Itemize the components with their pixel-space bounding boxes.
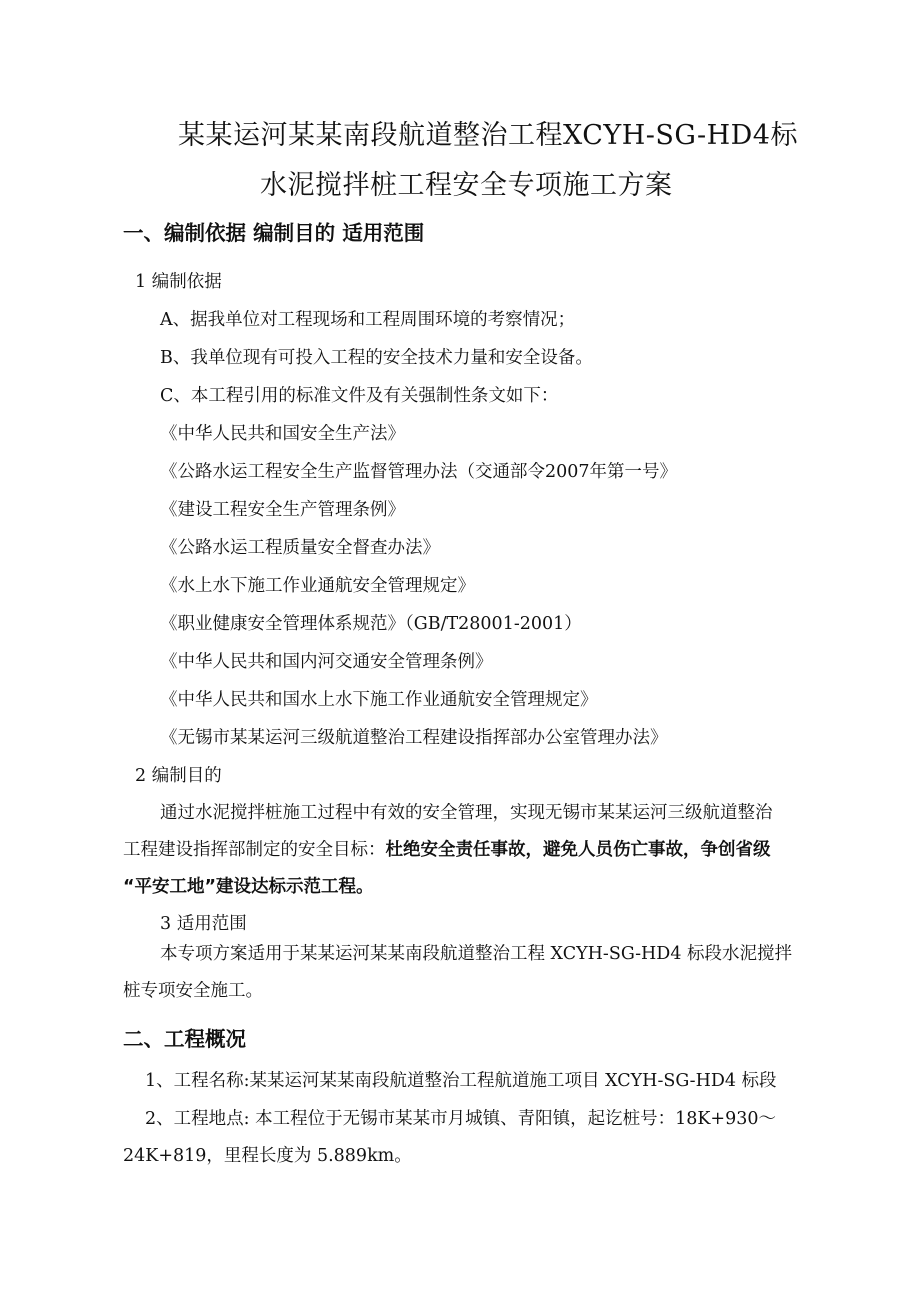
project-name-item: 1、工程名称:某某运河某某南段航道整治工程航道施工项目 XCYH-SG-HD4 标段 (145, 1071, 777, 1091)
standard-item: 《职业健康安全管理体系规范》（GB/T28001-2001） (160, 614, 582, 634)
subsection-2-heading: 2 编制目的 (135, 766, 222, 786)
purpose-text: 工程建设指挥部制定的安全目标： (123, 840, 386, 860)
project-location-line-2: 24K+819，里程长度为 5.889km。 (123, 1146, 412, 1166)
standard-item: 《无锡市某某运河三级航道整治工程建设指挥部办公室管理办法》 (160, 728, 668, 748)
standard-item: 《公路水运工程安全生产监督管理办法（交通部令2007年第一号》 (160, 462, 678, 482)
standard-item: 《中华人民共和国内河交通安全管理条例》 (160, 652, 493, 672)
basis-item-b: B、我单位现有可投入工程的安全技术力量和安全设备。 (160, 348, 593, 368)
scope-paragraph-line-2: 桩专项安全施工。 (123, 981, 263, 1001)
standard-item: 《中华人民共和国水上水下施工作业通航安全管理规定》 (160, 690, 598, 710)
subsection-3-heading: 3 适用范围 (160, 914, 247, 934)
purpose-paragraph-line-3: “平安工地”建设达标示范工程。 (123, 877, 374, 897)
standard-item: 《公路水运工程质量安全督查办法》 (160, 538, 440, 558)
subsection-1-heading: 1 编制依据 (135, 272, 222, 292)
document-title-line-2: 水泥搅拌桩工程安全专项施工方案 (260, 170, 673, 201)
safety-goal-text: 杜绝安全责任事故，避免人员伤亡事故，争创省级 (385, 840, 771, 860)
purpose-paragraph-line-2 (123, 838, 771, 862)
purpose-paragraph-line-1: 通过水泥搅拌桩施工过程中有效的安全管理，实现无锡市某某运河三级航道整治 (160, 803, 773, 823)
standard-item: 《中华人民共和国安全生产法》 (160, 424, 405, 444)
standard-item: 《建设工程安全生产管理条例》 (160, 500, 405, 520)
scope-paragraph-line-1: 本专项方案适用于某某运河某某南段航道整治工程 XCYH-SG-HD4 标段水泥搅拌 (160, 944, 793, 964)
basis-item-c: C、本工程引用的标准文件及有关强制性条文如下： (160, 386, 559, 406)
section-1-heading: 一、编制依据 编制目的 适用范围 (123, 221, 425, 245)
basis-item-a: A、据我单位对工程现场和工程周围环境的考察情况； (160, 310, 576, 330)
document-title-line-1: 某某运河某某南段航道整治工程XCYH-SG-HD4标 (178, 120, 798, 151)
standard-item: 《水上水下施工作业通航安全管理规定》 (160, 576, 475, 596)
project-location-line-1: 2、工程地点: 本工程位于无锡市某某市月城镇、青阳镇，起讫桩号：18K+930～ (145, 1109, 776, 1129)
section-2-heading: 二、工程概况 (123, 1027, 246, 1051)
